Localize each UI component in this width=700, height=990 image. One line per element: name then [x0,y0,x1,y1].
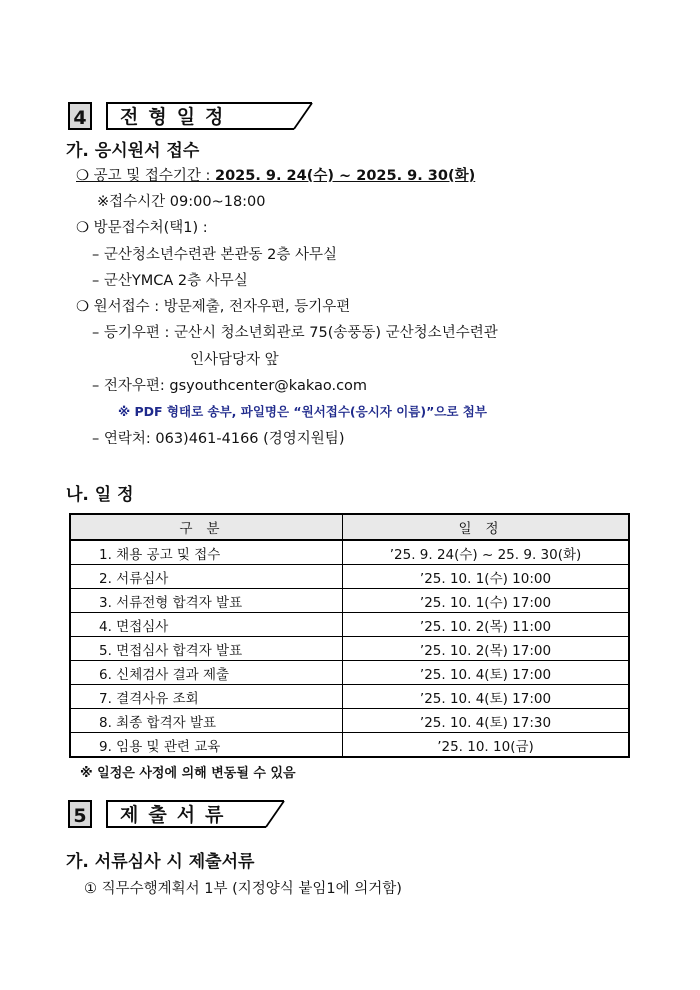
registered-mail-address: – 등기우편 : 군산시 청소년회관로 75(송풍동) 군산청소년수련관 [92,325,498,341]
schedule-item: 7. 결격사유 조회 [70,685,343,709]
table-row [70,733,629,758]
column-header: 일정 [343,514,630,540]
period-label: ❍ 공고 및 접수기간 : [76,168,215,184]
schedule-item: 6. 신체검사 결과 제출 [70,661,343,685]
table-row [70,613,629,637]
schedule-date: ’25. 10. 4(토) 17:00 [343,661,630,685]
column-header: 구분 [70,514,343,540]
period-value: 2025. 9. 24(수) ~ 2025. 9. 30(화) [214,168,476,184]
schedule-date: ’25. 10. 10(금) [343,733,630,758]
table-row [70,589,629,613]
contact-info: – 연락처: 063)461-4166 (경영지원팀) [92,431,345,447]
schedule-date: ’25. 10. 2(목) 17:00 [343,637,630,661]
schedule-date: ’25. 10. 4(토) 17:00 [343,685,630,709]
schedule-date: ’25. 10. 2(목) 11:00 [343,613,630,637]
visit-item: – 군산YMCA 2층 사무실 [92,273,248,289]
schedule-item: 5. 면접심사 합격자 발표 [70,637,343,661]
schedule-change-note: ※ 일정은 사정에 의해 변동될 수 있음 [80,766,296,781]
email-address: – 전자우편: gsyouthcenter@kakao.com [92,378,368,394]
section-title: 전형일정 [106,102,294,130]
title-slash-decoration [292,102,314,130]
table-row [70,565,629,589]
subsection-title: 가. 응시원서 접수 [66,141,200,161]
schedule-date: ’25. 10. 1(수) 17:00 [343,589,630,613]
schedule-item: 2. 서류심사 [70,565,343,589]
table-row [70,685,629,709]
section-number: 4 [68,102,92,130]
schedule-item: 3. 서류전형 합격자 발표 [70,589,343,613]
section-number: 5 [68,800,92,828]
schedule-date: ’25. 10. 1(수) 10:00 [343,565,630,589]
submission-methods: ❍ 원서접수 : 방문제출, 전자우편, 등기우편 [76,299,351,315]
section-title: 제출서류 [106,800,266,828]
document-item: ① 직무수행계획서 1부 (지정양식 붙임1에 의거함) [84,881,402,897]
schedule-item: 8. 최종 합격자 발표 [70,709,343,733]
schedule-table [69,513,630,758]
schedule-item: 4. 면접심사 [70,613,343,637]
table-row [70,540,629,565]
table-header-row [70,514,629,540]
title-slash-decoration [264,800,286,828]
registered-mail-recipient: 인사담당자 앞 [190,352,279,368]
reception-hours: ※접수시간 09:00~18:00 [97,194,266,210]
schedule-item: 1. 채용 공고 및 접수 [70,540,343,565]
table-row [70,709,629,733]
schedule-date: ’25. 10. 4(토) 17:30 [343,709,630,733]
pdf-submission-note: ※ PDF 형태로 송부, 파일명은 “원서접수(응시자 이름)”으로 첨부 [118,404,487,419]
visit-item: – 군산청소년수련관 본관동 2층 사무실 [92,247,338,263]
visit-label: ❍ 방문접수처(택1) : [76,220,208,236]
application-period [76,164,475,185]
schedule-date: ’25. 9. 24(수) ~ 25. 9. 30(화) [343,540,630,565]
subsection-title: 가. 서류심사 시 제출서류 [66,852,255,872]
schedule-item: 9. 임용 및 관련 교육 [70,733,343,758]
table-row [70,637,629,661]
table-row [70,661,629,685]
subsection-title: 나. 일 정 [66,485,134,505]
